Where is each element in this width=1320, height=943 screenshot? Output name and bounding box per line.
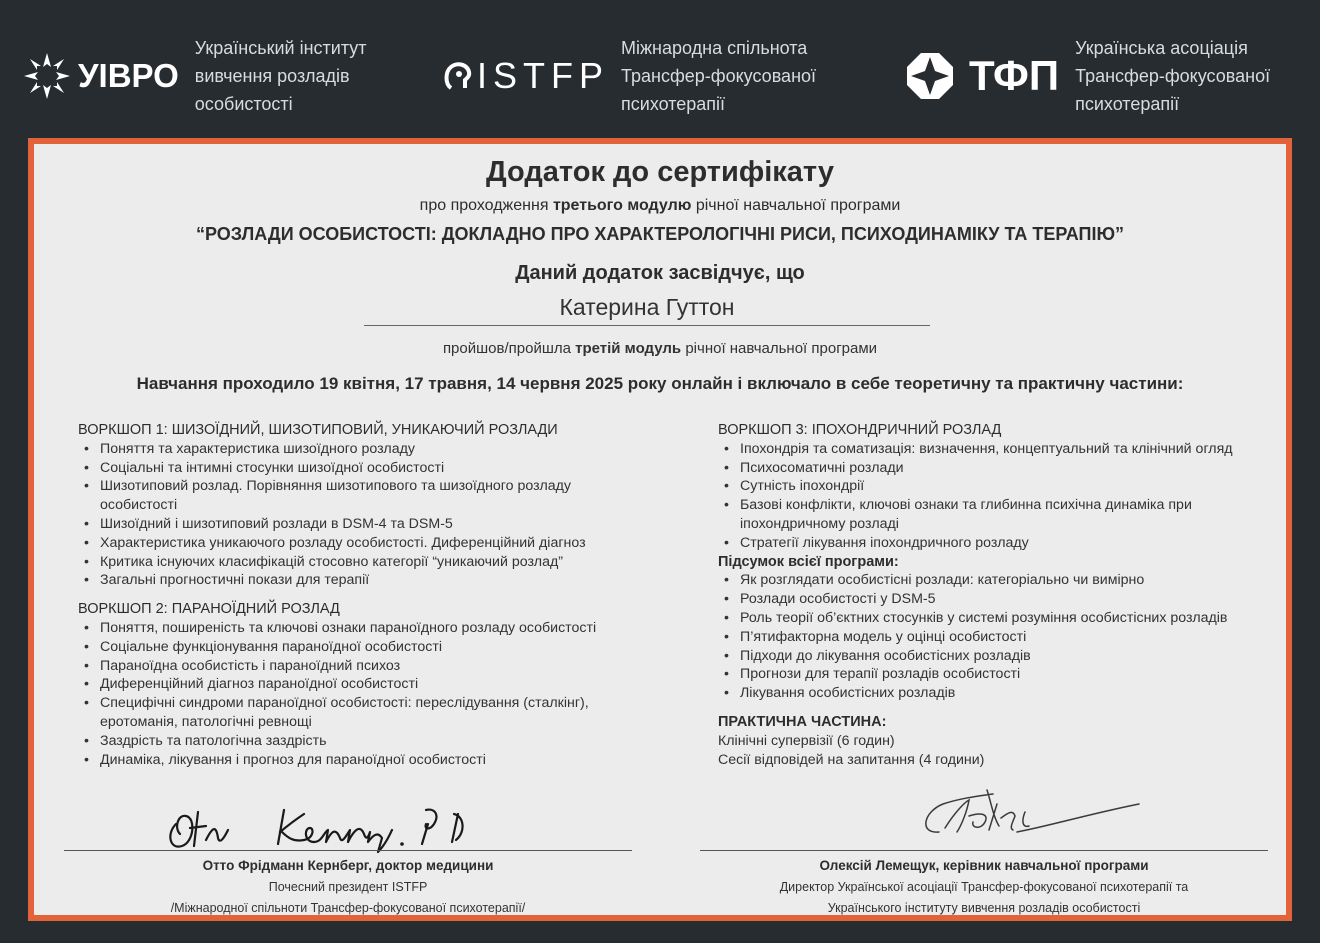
subtitle-text: про проходження — [419, 197, 553, 214]
list-item: • Динаміка, лікування і прогноз для параноїдної особистості — [100, 751, 638, 770]
workshop-1-title: ВОРКШОП 1: ШИЗОЇДНИЙ, ШИЗОТИПОВИЙ, УНИКАЮЧИЙ РОЗЛАДИ — [78, 422, 558, 438]
list-item: • Прогнози для терапії розладів особистості — [740, 665, 1278, 684]
list-item: • Поняття та характеристика шизоїдного розладу — [100, 440, 638, 459]
certificate-card — [28, 138, 1292, 921]
tfp-desc-line: Українська асоціація — [1075, 38, 1248, 58]
tfp-desc-line: психотерапії — [1075, 94, 1180, 114]
uivro-wordmark: УІВРО — [78, 57, 179, 94]
list-item: • Роль теорії об’єктних стосунків у системі розуміння особистісних розладів — [740, 609, 1278, 628]
practice-item: Клінічні супервізії (6 годин) — [718, 732, 895, 749]
certificate-title: Додаток до сертифікату — [486, 156, 834, 188]
header-band — [0, 0, 1320, 135]
recipient-name: Катерина Гуттон — [364, 294, 930, 326]
list-item: • Психосоматичні розлади — [740, 459, 1278, 478]
lemeschuk-name: Олексій Лемещук, керівник навчальної програми — [819, 858, 1149, 873]
istfp-description — [621, 34, 816, 118]
list-item: • Диференційний діагноз параноїдної особистості — [100, 675, 638, 694]
right-signature-line — [700, 850, 1268, 851]
kernberg-title-line: Почесний президент ISTFP — [268, 880, 428, 894]
logo-tfp — [903, 34, 1270, 118]
list-item: • Заздрість та патологічна заздрість — [100, 732, 638, 751]
list-item: • Специфічні синдроми параноїдної особистості: переслідування (сталкінг), еротоманія, патологічні ревнощі — [100, 694, 638, 732]
list-item: • Як розглядати особистісні розлади: категоріально чи вимірно — [740, 571, 1278, 590]
istfp-desc-line: психотерапії — [621, 94, 726, 114]
kernberg-title — [64, 877, 632, 919]
list-item: • Поняття, поширеність та ключові ознаки параноїдного розладу особистості — [100, 619, 638, 638]
list-item: • Характеристика уникаючого розладу особистості. Диференційний діагноз — [100, 534, 638, 553]
summary-title: Підсумок всієї програми: — [718, 553, 899, 570]
practice-item: Сесії відповідей на запитання (4 години) — [718, 751, 985, 768]
lemeschuk-title-line: Українського інституту вивчення розладів особистості — [827, 901, 1141, 915]
uivro-description — [195, 34, 367, 118]
passed-text: річної навчальної програми — [681, 340, 878, 357]
list-item: • Шизоїдний і шизотиповий розлади в DSM-4 та DSM-5 — [100, 515, 638, 534]
lemeschuk-signature — [909, 782, 1149, 857]
list-item: • Сутність іпохондрії — [740, 477, 1278, 496]
list-item: • Критика існуючих класифікацій стосовно категорії “уникаючий розлад” — [100, 553, 638, 572]
certifies-heading: Даний додаток засвідчує, що — [515, 262, 805, 284]
list-item: • Іпохондрія та соматизація: визначення, концептуальний та клінічний огляд — [740, 440, 1278, 459]
lemeschuk-title-line: Директор Української асоціації Трансфер-фокусованої психотерапії та — [779, 880, 1189, 894]
tfp-wordmark: ТФП — [969, 52, 1060, 99]
passed-statement — [34, 340, 1286, 357]
passed-text: пройшов/пройшла — [442, 340, 576, 357]
tfp-desc-line: Трансфер-фокусованої — [1075, 66, 1271, 86]
istfp-head-icon — [443, 58, 473, 94]
kernberg-name: Отто Фрідманн Кернберг, доктор медицини — [202, 858, 494, 873]
workshop-3-title: ВОРКШОП 3: ІПОХОНДРИЧНИЙ РОЗЛАД — [718, 422, 1002, 438]
list-item: • Базові конфлікти, ключові ознаки та глибинна психічна динаміка при іпохондричному розладі — [740, 496, 1278, 534]
summary-list — [718, 571, 1278, 703]
logo-uivro — [22, 34, 367, 118]
subtitle-module: третього модулю — [552, 197, 692, 214]
practice-title: ПРАКТИЧНА ЧАСТИНА: — [718, 713, 887, 730]
list-item: • Соціальні та інтимні стосунки шизоїдної особистості — [100, 459, 638, 478]
training-dates: Навчання проходило 19 квітня, 17 травня, 14 червня 2025 року онлайн і включало в себе теоретичну та практичну частини: — [136, 374, 1184, 393]
workshop-1-list — [78, 440, 638, 590]
tfp-emblem-icon — [903, 49, 957, 103]
list-item: • Розлади особистості у DSM-5 — [740, 590, 1278, 609]
list-item: • Соціальне функціонування параноїдної особистості — [100, 638, 638, 657]
left-signature-line — [64, 850, 632, 851]
uivro-desc-line: особистості — [194, 94, 293, 114]
left-column — [78, 421, 638, 779]
subtitle-text: річної навчальної програми — [691, 197, 901, 214]
passed-module: третій модуль — [575, 340, 682, 357]
logo-istfp — [443, 34, 816, 118]
istfp-desc-line: Трансфер-фокусованої — [621, 66, 817, 86]
list-item: • Лікування особистісних розладів — [740, 684, 1278, 703]
kernberg-title-line: /Міжнародної спільноти Трансфер-фокусованої психотерапії/ — [170, 901, 526, 915]
list-item: • Загальні прогностичні покази для терапії — [100, 571, 638, 590]
uivro-desc-line: Український інститут — [194, 38, 367, 58]
workshop-2-list — [78, 619, 638, 769]
right-column — [718, 421, 1278, 769]
list-item: • Підходи до лікування особистісних розладів — [740, 647, 1278, 666]
tfp-description — [1075, 34, 1270, 118]
workshop-2-title: ВОРКШОП 2: ПАРАНОЇДНИЙ РОЗЛАД — [78, 601, 340, 618]
istfp-wordmark: ISTFP — [477, 55, 610, 96]
list-item: • Шизотиповий розлад. Порівняння шизотипового та шизоїдного розладу особистості — [100, 477, 638, 515]
list-item: • Стратегії лікування іпохондричного розладу — [740, 534, 1278, 553]
lemeschuk-title — [700, 877, 1268, 919]
istfp-desc-line: Міжнародна спільнота — [621, 38, 808, 58]
list-item: • П’ятифакторна модель у оцінці особистості — [740, 628, 1278, 647]
uivro-desc-line: вивчення розладів — [194, 66, 350, 86]
uivro-star-icon — [22, 51, 72, 101]
program-title: “РОЗЛАДИ ОСОБИСТОСТІ: ДОКЛАДНО ПРО ХАРАКТЕРОЛОГІЧНІ РИСИ, ПСИХОДИНАМІКУ ТА ТЕРАПІЮ” — [195, 224, 1125, 244]
certificate-subtitle — [34, 197, 1286, 215]
workshop-3-list — [718, 440, 1278, 553]
list-item: • Параноїдна особистість і параноїдний психоз — [100, 657, 638, 676]
